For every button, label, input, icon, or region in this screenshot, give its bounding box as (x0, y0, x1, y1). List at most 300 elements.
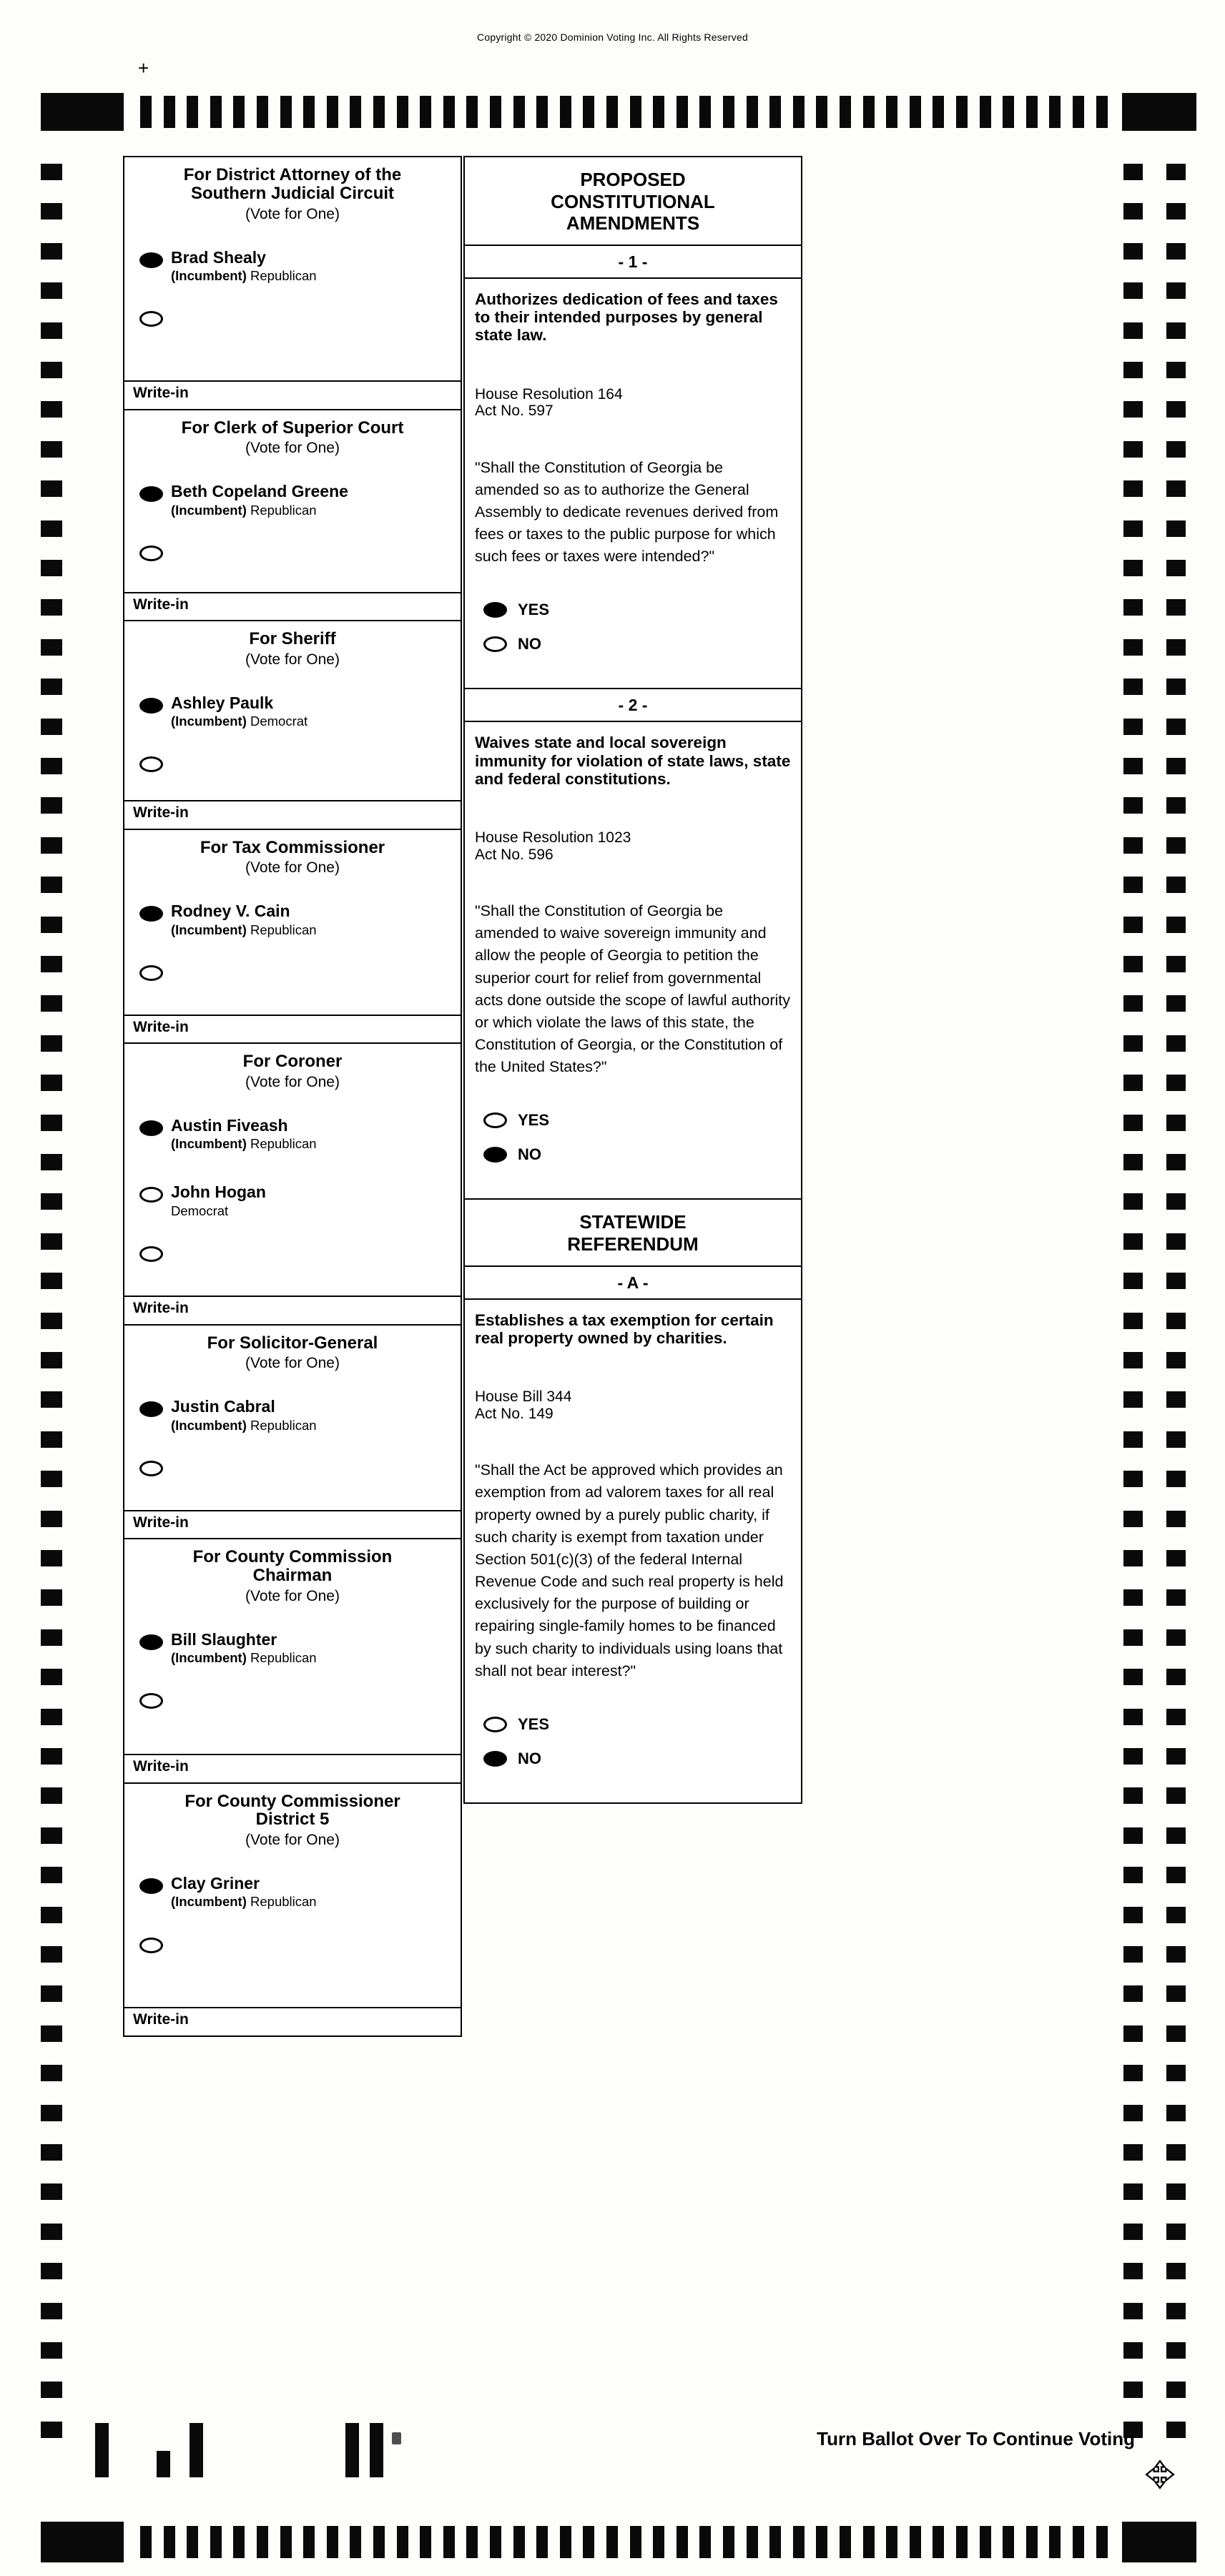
candidate-row (139, 1398, 455, 1432)
timing-mark (1123, 758, 1143, 774)
timing-mark (1123, 1946, 1143, 1963)
measure-summary: Waives state and local sovereign immunity for violation of state laws, state and federal constitutions. (475, 734, 791, 788)
timing-mark (41, 877, 62, 893)
timing-mark (1123, 560, 1143, 576)
choice-selection-oval[interactable] (483, 1147, 507, 1163)
timing-mark (1166, 1748, 1186, 1765)
timing-mark (1123, 1748, 1143, 1765)
candidate-name: Beth Copeland Greene (171, 482, 348, 501)
timing-mark (1166, 877, 1186, 893)
timing-mark (41, 719, 62, 735)
timing-mark (1003, 96, 1014, 128)
candidate-selection-oval[interactable] (139, 486, 163, 502)
timing-mark (41, 1669, 62, 1685)
write-in-area[interactable] (124, 1754, 461, 1782)
timing-mark (653, 96, 664, 128)
measure-question: "Shall the Act be approved which provides an exemption from ad valorem taxes for all real property owned by a purely public charity, if such charity is exempt from taxation under Section 501(c)(3) of the federal Internal Revenue Code and such real property is held exclusively for the purpose of building or repairing single-family homes to be financed by such charity to individuals using loans that shall not bear interest?" (475, 1461, 784, 1679)
choice-selection-oval[interactable] (483, 636, 507, 652)
candidate-selection-oval[interactable] (139, 698, 163, 714)
timing-mark (793, 96, 805, 128)
timing-mark (1003, 2526, 1014, 2558)
timing-mark (303, 96, 315, 128)
timing-mark (1166, 1115, 1186, 1131)
write-in-choice-row (124, 1461, 461, 1480)
measure-choice-row (483, 1750, 791, 1768)
timing-mark (1123, 1907, 1143, 1923)
contest-header (124, 1326, 461, 1373)
timing-mark (1123, 1233, 1143, 1250)
timing-mark (1166, 1827, 1186, 1844)
write-in-area[interactable] (124, 380, 461, 409)
timing-mark (1123, 837, 1143, 854)
candidate-incumbent-label: (Incumbent) (171, 922, 247, 937)
write-in-area[interactable] (124, 1015, 461, 1043)
timing-mark (41, 599, 62, 616)
candidate-detail (171, 1204, 266, 1218)
timing-mark (1123, 1193, 1143, 1210)
timing-mark (1123, 2382, 1143, 2398)
timing-mark (41, 441, 62, 458)
timing-mark (41, 1352, 62, 1368)
timing-mark (956, 2526, 968, 2558)
ballot-code-bar (370, 2423, 383, 2477)
timing-mark (1123, 1589, 1143, 1606)
copyright-notice: Copyright © 2020 Dominion Voting Inc. All Rights Reserved (477, 31, 748, 43)
timing-mark (1123, 1511, 1143, 1527)
timing-mark (1166, 1471, 1186, 1487)
timing-mark (1166, 164, 1186, 180)
timing-mark (140, 96, 152, 128)
timing-mark (536, 2526, 548, 2558)
timing-mark (630, 2526, 641, 2558)
timing-mark (677, 2526, 688, 2558)
timing-mark (41, 2303, 62, 2319)
contests-column (123, 156, 462, 2037)
timing-mark (606, 96, 618, 128)
write-in-selection-oval[interactable] (139, 965, 163, 981)
write-in-selection-oval[interactable] (139, 756, 163, 772)
timing-mark (1166, 2144, 1186, 2161)
contest-title-line: For County Commission (192, 1547, 393, 1566)
timing-mark (41, 2422, 62, 2438)
measure-reference-line: Act No. 596 (475, 846, 554, 863)
timing-mark (1166, 599, 1186, 616)
candidate-info (171, 694, 308, 729)
candidate-info (171, 1117, 317, 1151)
candidate-row (139, 902, 455, 937)
timing-mark (41, 2105, 62, 2121)
measure-body (465, 722, 801, 1198)
timing-mark (397, 96, 408, 128)
measure-reference (475, 829, 791, 863)
section-header-line: PROPOSED (580, 169, 686, 190)
contest-title-line: For District Attorney of the (183, 165, 402, 184)
timing-mark (41, 1907, 62, 1923)
timing-mark (233, 96, 245, 128)
timing-mark (1166, 1985, 1186, 2002)
contest-title-line: For Clerk of Superior Court (181, 418, 404, 438)
timing-mark (1166, 1709, 1186, 1725)
measures-column (463, 156, 802, 1804)
timing-mark (1096, 96, 1108, 128)
four-way-arrow-icon (1145, 2459, 1175, 2493)
timing-mark (41, 362, 62, 378)
small-print-mark (392, 2432, 401, 2444)
timing-mark (1166, 1946, 1186, 1963)
timing-mark (1123, 2224, 1143, 2240)
contest-title-line: District 5 (255, 1810, 330, 1830)
timing-mark (956, 96, 968, 128)
timing-mark (816, 2526, 827, 2558)
timing-mark (1166, 2342, 1186, 2359)
timing-mark (280, 96, 292, 128)
timing-mark (443, 2526, 455, 2558)
timing-mark (1166, 2025, 1186, 2042)
write-in-choice-row (124, 1693, 461, 1712)
contest-vote-instruction: (Vote for One) (245, 205, 340, 222)
candidate-selection-oval[interactable] (139, 1634, 163, 1650)
candidate-incumbent-label: (Incumbent) (171, 267, 247, 283)
timing-mark (1166, 1787, 1186, 1804)
timing-mark (840, 2526, 851, 2558)
choice-label: NO (518, 1145, 541, 1164)
write-in-choice-row (124, 1246, 461, 1265)
timing-mark (41, 1985, 62, 2002)
timing-mark (1123, 719, 1143, 735)
contest-title-line: For Sheriff (249, 629, 336, 648)
timing-mark (1123, 917, 1143, 933)
timing-mark (41, 2065, 62, 2081)
measure-choice-row (483, 1715, 791, 1734)
candidate-party: Republican (250, 1417, 317, 1433)
contest (123, 1042, 462, 1326)
contest-vote-instruction: (Vote for One) (245, 1832, 340, 1849)
candidate-selection-oval[interactable] (139, 906, 163, 922)
timing-mark (41, 93, 124, 131)
contest-title (132, 1334, 453, 1353)
timing-mark (1166, 1075, 1186, 1091)
candidate-party: Republican (250, 922, 317, 937)
timing-mark (41, 1629, 62, 1646)
timing-mark (1123, 995, 1143, 1012)
timing-mark (910, 2526, 921, 2558)
timing-mark (1166, 797, 1186, 814)
timing-mark (41, 1471, 62, 1487)
candidate-detail (171, 269, 317, 282)
timing-mark (1123, 797, 1143, 814)
timing-mark (1166, 2382, 1186, 2398)
timing-mark (164, 96, 175, 128)
timing-mark (41, 639, 62, 656)
timing-mark (1123, 1867, 1143, 1883)
candidate-selection-oval[interactable] (139, 1878, 163, 1894)
timing-mark (41, 322, 62, 339)
measure-number: - 1 - (465, 246, 801, 279)
timing-mark (1166, 2183, 1186, 2200)
timing-mark (1166, 2263, 1186, 2279)
amendments-header (465, 157, 801, 246)
write-in-selection-oval[interactable] (139, 1246, 163, 1262)
candidate-info (171, 1875, 317, 1909)
timing-mark (41, 1035, 62, 1052)
timing-mark (1166, 401, 1186, 418)
contest-title-line: Southern Judicial Circuit (190, 183, 395, 203)
timing-mark (327, 96, 338, 128)
timing-mark (1123, 203, 1143, 219)
timing-mark (1166, 1511, 1186, 1527)
measure-reference-line: House Resolution 1023 (475, 829, 631, 847)
write-in-selection-oval[interactable] (139, 546, 163, 561)
timing-mark (1123, 1985, 1143, 2002)
write-in-choice-row (124, 546, 461, 565)
candidate-party: Republican (250, 1649, 317, 1665)
timing-mark (41, 1115, 62, 1131)
candidate-party: Democrat (171, 1203, 229, 1218)
contest-title (132, 1548, 453, 1585)
choice-selection-oval[interactable] (483, 602, 507, 618)
timing-mark (1166, 362, 1186, 378)
timing-mark (1166, 1313, 1186, 1329)
contest-vote-instruction: (Vote for One) (245, 651, 340, 668)
timing-mark (769, 2526, 781, 2558)
timing-mark (41, 995, 62, 1012)
timing-mark (1123, 282, 1143, 299)
ballot-code-bar (190, 2423, 203, 2477)
timing-mark (1123, 1075, 1143, 1091)
candidate-selection-oval[interactable] (139, 1401, 163, 1417)
timing-mark (933, 2526, 944, 2558)
timing-mark (41, 2342, 62, 2359)
timing-mark (210, 2526, 222, 2558)
choice-selection-oval[interactable] (483, 1751, 507, 1767)
contest-title-line: Chairman (252, 1565, 333, 1585)
measure-reference-line: Act No. 597 (475, 403, 554, 420)
candidate-name: Clay Griner (171, 1874, 260, 1893)
timing-mark (41, 1550, 62, 1566)
measure-choices (475, 601, 791, 653)
contest-vote-instruction: (Vote for One) (245, 859, 340, 877)
timing-mark (1166, 917, 1186, 933)
choice-label: YES (518, 1111, 550, 1130)
write-in-label: Write-in (133, 1514, 189, 1531)
timing-mark (1166, 1431, 1186, 1448)
timing-mark (41, 480, 62, 497)
candidate-incumbent-label: (Incumbent) (171, 1417, 247, 1433)
write-in-area[interactable] (124, 1510, 461, 1539)
timing-mark (536, 96, 548, 128)
candidate-selection-oval[interactable] (139, 1120, 163, 1136)
candidate-info (171, 1631, 317, 1665)
timing-mark (1123, 322, 1143, 339)
write-in-selection-oval[interactable] (139, 1461, 163, 1476)
timing-mark (257, 96, 268, 128)
timing-mark (1166, 956, 1186, 972)
choice-label: YES (518, 1714, 550, 1733)
timing-mark (140, 2526, 152, 2558)
candidate-detail (171, 1651, 317, 1664)
measure-reference-line: House Bill 344 (475, 1388, 572, 1406)
timing-mark (41, 837, 62, 854)
candidate-row (139, 1183, 455, 1218)
measures-box (463, 156, 802, 1804)
timing-mark (187, 96, 198, 128)
write-in-selection-oval[interactable] (139, 311, 163, 327)
write-in-choice-row (124, 311, 461, 330)
timing-mark (980, 2526, 991, 2558)
timing-mark (863, 96, 875, 128)
timing-mark (1166, 1391, 1186, 1408)
timing-mark (1123, 1154, 1143, 1170)
candidate-list (124, 457, 461, 517)
timing-mark (653, 2526, 664, 2558)
write-in-area[interactable] (124, 1296, 461, 1324)
contest-header (124, 621, 461, 668)
contest-header (124, 410, 461, 458)
contest-title-line: For Tax Commissioner (200, 837, 385, 857)
candidate-row (139, 1875, 455, 1909)
timing-mark (1166, 678, 1186, 695)
timing-mark (1166, 1233, 1186, 1250)
timing-mark (1123, 480, 1143, 497)
timing-mark (257, 2526, 268, 2558)
timing-mark (1073, 2526, 1084, 2558)
timing-mark (1123, 956, 1143, 972)
timing-mark (1166, 2422, 1186, 2438)
candidate-selection-oval[interactable] (139, 252, 163, 268)
candidate-row (139, 483, 455, 517)
candidate-incumbent-label: (Incumbent) (171, 1649, 247, 1665)
timing-mark (1123, 243, 1143, 260)
timing-mark (1123, 1391, 1143, 1408)
timing-mark (1123, 599, 1143, 616)
candidate-name: Ashley Paulk (171, 693, 274, 712)
timing-mark (583, 96, 594, 128)
candidate-party: Democrat (250, 714, 308, 729)
timing-mark (769, 96, 781, 128)
timing-mark (1026, 96, 1038, 128)
write-in-area[interactable] (124, 2007, 461, 2035)
candidate-party: Republican (250, 1136, 317, 1152)
candidate-detail (171, 1895, 317, 1908)
timing-mark (1166, 1352, 1186, 1368)
timing-mark (1166, 480, 1186, 497)
timing-mark (677, 96, 688, 128)
choice-selection-oval[interactable] (483, 1112, 507, 1128)
timing-mark (41, 1313, 62, 1329)
measure-number: - 2 - (465, 689, 801, 722)
choice-label: YES (518, 601, 550, 619)
measure-section-header (465, 1200, 801, 1266)
contest-header (124, 1044, 461, 1091)
contest-title (132, 630, 453, 648)
contest-title (132, 839, 453, 857)
candidate-row (139, 249, 455, 283)
contest-vote-instruction: (Vote for One) (245, 1073, 340, 1090)
timing-mark (490, 96, 501, 128)
write-in-label: Write-in (133, 1300, 189, 1316)
timing-mark (41, 203, 62, 219)
timing-mark (1026, 2526, 1038, 2558)
timing-mark (350, 2526, 361, 2558)
timing-mark (863, 2526, 875, 2558)
contest (123, 1324, 462, 1540)
write-in-selection-oval[interactable] (139, 1938, 163, 1953)
timing-mark (699, 2526, 711, 2558)
timing-mark (303, 2526, 315, 2558)
timing-mark (1123, 441, 1143, 458)
timing-mark (41, 1511, 62, 1527)
timing-mark (1166, 1035, 1186, 1052)
contest-title (132, 1792, 453, 1830)
timing-mark (1166, 1629, 1186, 1646)
timing-mark (41, 2144, 62, 2161)
candidate-detail (171, 503, 348, 517)
timing-mark (41, 1233, 62, 1250)
candidate-list (124, 1091, 461, 1218)
timing-mark (1049, 96, 1061, 128)
measure-reference-line: Act No. 149 (475, 1405, 554, 1422)
timing-mark (41, 1709, 62, 1725)
measure-body (465, 1300, 801, 1802)
write-in-selection-oval[interactable] (139, 1693, 163, 1709)
section-header-line: STATEWIDE (579, 1211, 687, 1233)
timing-mark (41, 1827, 62, 1844)
timing-mark (41, 1946, 62, 1963)
timing-mark (1166, 1867, 1186, 1883)
timing-mark (41, 164, 62, 180)
contest (123, 156, 462, 410)
timing-mark (1123, 164, 1143, 180)
candidate-incumbent-label: (Incumbent) (171, 1894, 247, 1910)
measure-choice-row (483, 1111, 791, 1130)
timing-mark (1166, 639, 1186, 656)
timing-mark (41, 1391, 62, 1408)
write-in-choice-row (124, 756, 461, 776)
ballot-code-bar (345, 2423, 359, 2477)
candidate-selection-oval[interactable] (139, 1187, 163, 1203)
contest-vote-instruction: (Vote for One) (245, 440, 340, 457)
timing-mark (1166, 322, 1186, 339)
choice-label: NO (518, 635, 541, 653)
timing-mark (747, 96, 758, 128)
timing-mark (41, 797, 62, 814)
timing-mark (41, 1154, 62, 1170)
candidate-info (171, 902, 317, 937)
timing-mark (41, 1867, 62, 1883)
timing-mark (1123, 2183, 1143, 2200)
timing-mark (41, 2025, 62, 2042)
candidate-detail (171, 714, 308, 728)
write-in-area[interactable] (124, 800, 461, 829)
measure-summary: Establishes a tax exemption for certain real property owned by charities. (475, 1311, 774, 1347)
choice-selection-oval[interactable] (483, 1717, 507, 1732)
timing-mark (886, 2526, 897, 2558)
timing-mark (723, 96, 734, 128)
contest-header (124, 157, 461, 223)
turn-ballot-over-instruction: Turn Ballot Over To Continue Voting (817, 2428, 1135, 2449)
timing-mark (606, 2526, 618, 2558)
timing-mark (1123, 520, 1143, 537)
timing-mark (1123, 1352, 1143, 1368)
timing-mark (1166, 1550, 1186, 1566)
candidate-detail (171, 923, 317, 937)
measure-question: "Shall the Constitution of Georgia be amended so as to authorize the General Assembly to dedicate revenues derived from fees or taxes to the public purpose for which such fees or taxes were intended?" (475, 458, 779, 566)
write-in-area[interactable] (124, 592, 461, 621)
write-in-label: Write-in (133, 1758, 189, 1775)
timing-mark (1166, 560, 1186, 576)
write-in-choice-row (124, 965, 461, 984)
candidate-info (171, 1183, 266, 1218)
